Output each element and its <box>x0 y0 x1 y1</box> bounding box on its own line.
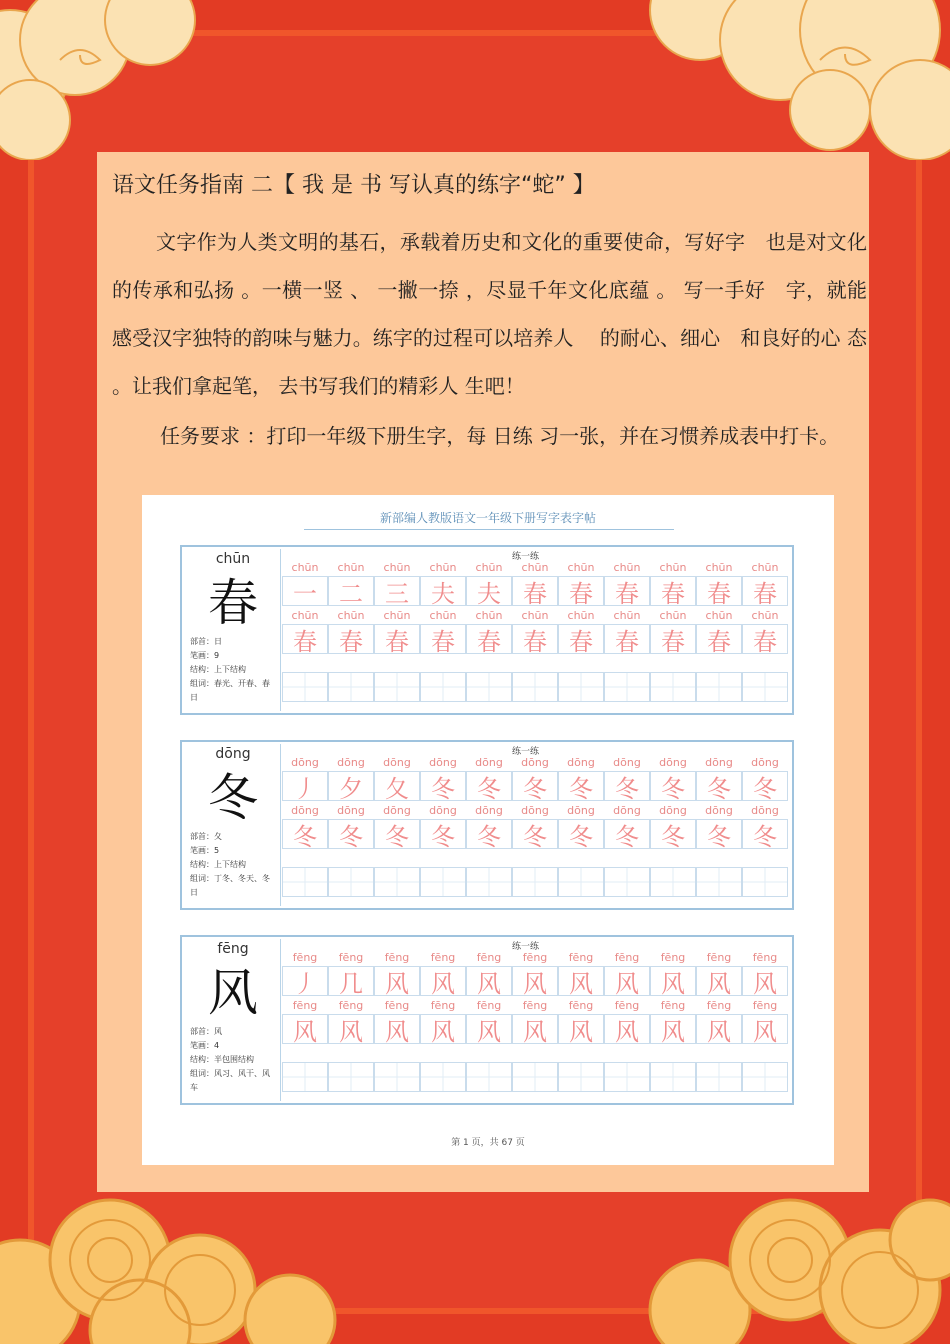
main-pinyin: dōng <box>215 746 251 762</box>
trace-cell: 冬 <box>466 819 512 849</box>
trace-cell: 春 <box>650 624 696 654</box>
trace-cell: 夕 <box>328 771 374 801</box>
blank-cell[interactable] <box>282 1062 328 1092</box>
trace-cell: 夫 <box>466 576 512 606</box>
blank-cell[interactable] <box>466 672 512 702</box>
char-info-cell <box>186 939 281 1101</box>
main-character: 冬 <box>208 769 258 827</box>
trace-row <box>282 771 788 801</box>
cell-pinyin: chūn <box>291 609 319 622</box>
blank-cell[interactable] <box>742 672 788 702</box>
structure-text: 结构：上下结构 <box>190 665 246 674</box>
cell-pinyin: chūn <box>567 561 595 574</box>
words-text: 组词：春光、开春、春日 <box>190 679 270 702</box>
trace-cell: 风 <box>558 1014 604 1044</box>
blank-cell[interactable] <box>742 867 788 897</box>
trace-cell: 风 <box>374 1014 420 1044</box>
blank-cell[interactable] <box>420 672 466 702</box>
cell-pinyin: dōng <box>383 756 411 769</box>
trace-cell: 风 <box>604 1014 650 1044</box>
cell-pinyin: fēng <box>614 951 640 964</box>
cell-pinyin: dōng <box>705 804 733 817</box>
trace-cell: 春 <box>742 576 788 606</box>
trace-row <box>282 819 788 849</box>
bottom-cloud-decoration <box>0 1180 950 1344</box>
trace-cell: 冬 <box>604 771 650 801</box>
cell-pinyin: chūn <box>429 609 457 622</box>
pinyin-row <box>282 756 788 769</box>
cell-pinyin: chūn <box>383 561 411 574</box>
blank-cell[interactable] <box>696 867 742 897</box>
sheet-title-underline <box>304 529 674 530</box>
cell-pinyin: fēng <box>522 999 548 1012</box>
cell-pinyin: fēng <box>568 999 594 1012</box>
blank-cell[interactable] <box>604 1062 650 1092</box>
blank-cell[interactable] <box>512 867 558 897</box>
strokes-text: 笔画：9 <box>190 651 220 660</box>
cell-pinyin: dōng <box>429 756 457 769</box>
trace-cell: 风 <box>466 1014 512 1044</box>
structure-text: 结构：上下结构 <box>190 860 246 869</box>
trace-cell: 风 <box>512 1014 558 1044</box>
cell-pinyin: chūn <box>567 609 595 622</box>
cell-pinyin: dōng <box>337 804 365 817</box>
trace-cell: 风 <box>420 1014 466 1044</box>
blank-cell[interactable] <box>558 1062 604 1092</box>
char-info-cell <box>186 549 281 711</box>
trace-cell: 冬 <box>420 771 466 801</box>
cell-pinyin: dōng <box>521 756 549 769</box>
trace-cell: 一 <box>282 576 328 606</box>
blank-cell[interactable] <box>604 867 650 897</box>
cell-pinyin: dōng <box>567 804 595 817</box>
blank-cell[interactable] <box>420 867 466 897</box>
trace-cell: 春 <box>512 624 558 654</box>
trace-cell: 冬 <box>650 819 696 849</box>
sheet-title: 新部编人教版语文一年级下册写字表字帖 <box>379 511 596 525</box>
cell-pinyin: chūn <box>383 609 411 622</box>
cell-pinyin: dōng <box>751 804 779 817</box>
pinyin-row <box>282 951 788 964</box>
cell-pinyin: chūn <box>429 561 457 574</box>
blank-cell[interactable] <box>466 867 512 897</box>
blank-cell[interactable] <box>558 672 604 702</box>
trace-cell: 风 <box>742 1014 788 1044</box>
trace-cell: 风 <box>420 966 466 996</box>
cell-pinyin: fēng <box>430 951 456 964</box>
trace-cell: 春 <box>558 576 604 606</box>
practice-sheet-image <box>142 495 834 1165</box>
cell-pinyin: fēng <box>476 999 502 1012</box>
blank-cell[interactable] <box>374 672 420 702</box>
trace-cell: 春 <box>374 624 420 654</box>
trace-cell: 风 <box>696 966 742 996</box>
trace-cell: 春 <box>512 576 558 606</box>
cell-pinyin: fēng <box>292 951 318 964</box>
blank-cell[interactable] <box>466 1062 512 1092</box>
trace-cell: 冬 <box>282 819 328 849</box>
cell-pinyin: fēng <box>476 951 502 964</box>
trace-cell: 风 <box>650 1014 696 1044</box>
blank-cell[interactable] <box>328 1062 374 1092</box>
trace-cell: 风 <box>742 966 788 996</box>
trace-cell: 丿 <box>282 966 328 996</box>
blank-cell[interactable] <box>374 867 420 897</box>
blank-row <box>282 867 788 897</box>
pinyin-row <box>282 561 788 574</box>
cell-pinyin: dōng <box>475 804 503 817</box>
cell-pinyin: fēng <box>338 999 364 1012</box>
trace-cell: 风 <box>696 1014 742 1044</box>
blank-cell[interactable] <box>328 672 374 702</box>
cell-pinyin: fēng <box>568 951 594 964</box>
trace-row <box>282 1014 788 1044</box>
blank-cell[interactable] <box>650 1062 696 1092</box>
trace-cell: 三 <box>374 576 420 606</box>
trace-cell: 春 <box>558 624 604 654</box>
pinyin-row <box>282 609 788 622</box>
trace-row <box>282 624 788 654</box>
cell-pinyin: dōng <box>567 756 595 769</box>
trace-cell: 春 <box>328 624 374 654</box>
trace-cell: 春 <box>650 576 696 606</box>
radical-text: 部首：夂 <box>190 832 222 841</box>
structure-text: 结构：半包围结构 <box>190 1055 254 1064</box>
cell-pinyin: dōng <box>613 804 641 817</box>
cell-pinyin: dōng <box>429 804 457 817</box>
cell-pinyin: dōng <box>659 756 687 769</box>
blank-cell[interactable] <box>282 867 328 897</box>
cell-pinyin: dōng <box>521 804 549 817</box>
cell-pinyin: dōng <box>705 756 733 769</box>
trace-cell: 春 <box>604 576 650 606</box>
trace-cell: 冬 <box>420 819 466 849</box>
char-info-cell <box>186 744 281 906</box>
cell-pinyin: chūn <box>613 561 641 574</box>
cell-pinyin: dōng <box>659 804 687 817</box>
cell-pinyin: dōng <box>383 804 411 817</box>
main-character: 风 <box>208 964 258 1022</box>
trace-cell: 风 <box>466 966 512 996</box>
cell-pinyin: chūn <box>659 609 687 622</box>
trace-cell: 冬 <box>374 819 420 849</box>
blank-cell[interactable] <box>696 1062 742 1092</box>
cell-pinyin: chūn <box>705 561 733 574</box>
trace-cell: 冬 <box>466 771 512 801</box>
trace-cell: 风 <box>374 966 420 996</box>
cell-pinyin: fēng <box>384 951 410 964</box>
cell-pinyin: dōng <box>475 756 503 769</box>
trace-cell: 冬 <box>696 819 742 849</box>
blank-cell[interactable] <box>374 1062 420 1092</box>
main-pinyin: fēng <box>217 941 249 957</box>
cell-pinyin: chūn <box>521 561 549 574</box>
blank-cell[interactable] <box>650 672 696 702</box>
trace-cell: 春 <box>282 624 328 654</box>
cell-pinyin: chūn <box>751 561 779 574</box>
practice-label: 练一练 <box>512 747 540 757</box>
blank-cell[interactable] <box>558 867 604 897</box>
trace-cell: 丿 <box>282 771 328 801</box>
cell-pinyin: fēng <box>706 999 732 1012</box>
cell-pinyin: chūn <box>659 561 687 574</box>
trace-cell: 冬 <box>558 771 604 801</box>
cell-pinyin: dōng <box>613 756 641 769</box>
blank-row <box>282 672 788 702</box>
pinyin-row <box>282 804 788 817</box>
cell-pinyin: fēng <box>752 999 778 1012</box>
trace-cell: 冬 <box>512 771 558 801</box>
trace-cell: 几 <box>328 966 374 996</box>
practice-block <box>180 740 794 910</box>
trace-cell: 夫 <box>420 576 466 606</box>
practice-block <box>180 935 794 1105</box>
cell-pinyin: chūn <box>521 609 549 622</box>
cell-pinyin: fēng <box>660 951 686 964</box>
trace-cell: 春 <box>466 624 512 654</box>
blank-cell[interactable] <box>512 672 558 702</box>
cell-pinyin: chūn <box>291 561 319 574</box>
practice-label: 练一练 <box>512 942 540 952</box>
trace-cell: 冬 <box>696 771 742 801</box>
cell-pinyin: fēng <box>430 999 456 1012</box>
top-cloud-decoration <box>0 0 950 160</box>
blank-cell[interactable] <box>282 672 328 702</box>
cell-pinyin: fēng <box>752 951 778 964</box>
blank-cell[interactable] <box>650 867 696 897</box>
intro-paragraph: 文字作为人类文明的基石，承载着历史和文化的重要使命，写好字 也是对文化的传承和弘扬 。一横一竖 、 一撇一捺 ，尽显千年文化底蕴 。 写一手好 字，就能感受汉字独特的韵味与魅力。练字的过程可以培养人 的耐心、细心 和良好的心 态 。让我们拿起笔， 去书写我们的精彩人 生吧！ <box>112 230 867 398</box>
radical-text: 部首：风 <box>190 1027 222 1036</box>
cell-pinyin: fēng <box>660 999 686 1012</box>
blank-cell[interactable] <box>328 867 374 897</box>
pinyin-row <box>282 999 788 1012</box>
trace-cell: 春 <box>696 576 742 606</box>
trace-cell: 春 <box>742 624 788 654</box>
main-pinyin: chūn <box>215 551 251 567</box>
practice-label: 练一练 <box>512 552 540 562</box>
strokes-text: 笔画：5 <box>190 846 220 855</box>
words-text: 组词：风习、风干、风车 <box>190 1069 270 1092</box>
radical-text: 部首：日 <box>190 637 222 646</box>
trace-cell: 春 <box>696 624 742 654</box>
cell-pinyin: chūn <box>337 609 365 622</box>
trace-cell: 风 <box>650 966 696 996</box>
blank-cell[interactable] <box>696 672 742 702</box>
trace-cell: 二 <box>328 576 374 606</box>
strokes-text: 笔画：4 <box>190 1041 220 1050</box>
blank-cell[interactable] <box>512 1062 558 1092</box>
trace-cell: 风 <box>512 966 558 996</box>
document-title: 语文任务指南 二【 我 是 书 写认真的练字“蛇” 】 <box>112 173 595 198</box>
cell-pinyin: fēng <box>706 951 732 964</box>
main-character: 春 <box>208 574 258 632</box>
trace-cell: 冬 <box>512 819 558 849</box>
blank-row <box>282 1062 788 1092</box>
trace-cell: 冬 <box>742 819 788 849</box>
practice-block <box>180 545 794 715</box>
cell-pinyin: fēng <box>338 951 364 964</box>
trace-cell: 风 <box>558 966 604 996</box>
cell-pinyin: chūn <box>475 609 503 622</box>
blank-cell[interactable] <box>420 1062 466 1092</box>
cell-pinyin: chūn <box>613 609 641 622</box>
words-text: 组词：丁冬、冬天、冬日 <box>190 874 270 897</box>
cell-pinyin: chūn <box>751 609 779 622</box>
blank-cell[interactable] <box>742 1062 788 1092</box>
sheet-footer: 第 1 页，共 67 页 <box>451 1138 525 1148</box>
cell-pinyin: chūn <box>337 561 365 574</box>
task-requirement: 任务要求 ：打印一年级下册生字，每 日练 习一张，并在习惯养成表中打卡。 <box>160 424 840 448</box>
trace-row <box>282 966 788 996</box>
trace-cell: 风 <box>282 1014 328 1044</box>
cell-pinyin: dōng <box>291 756 319 769</box>
cell-pinyin: chūn <box>475 561 503 574</box>
trace-cell: 冬 <box>742 771 788 801</box>
trace-cell: 冬 <box>650 771 696 801</box>
trace-cell: 冬 <box>558 819 604 849</box>
trace-cell: 风 <box>328 1014 374 1044</box>
cell-pinyin: dōng <box>751 756 779 769</box>
trace-cell: 冬 <box>604 819 650 849</box>
trace-row <box>282 576 788 606</box>
cell-pinyin: fēng <box>522 951 548 964</box>
cell-pinyin: dōng <box>337 756 365 769</box>
trace-cell: 夂 <box>374 771 420 801</box>
trace-cell: 冬 <box>328 819 374 849</box>
cell-pinyin: dōng <box>291 804 319 817</box>
cell-pinyin: fēng <box>292 999 318 1012</box>
trace-cell: 春 <box>604 624 650 654</box>
blank-cell[interactable] <box>604 672 650 702</box>
cell-pinyin: fēng <box>384 999 410 1012</box>
cell-pinyin: chūn <box>705 609 733 622</box>
trace-cell: 风 <box>604 966 650 996</box>
cell-pinyin: fēng <box>614 999 640 1012</box>
trace-cell: 春 <box>420 624 466 654</box>
